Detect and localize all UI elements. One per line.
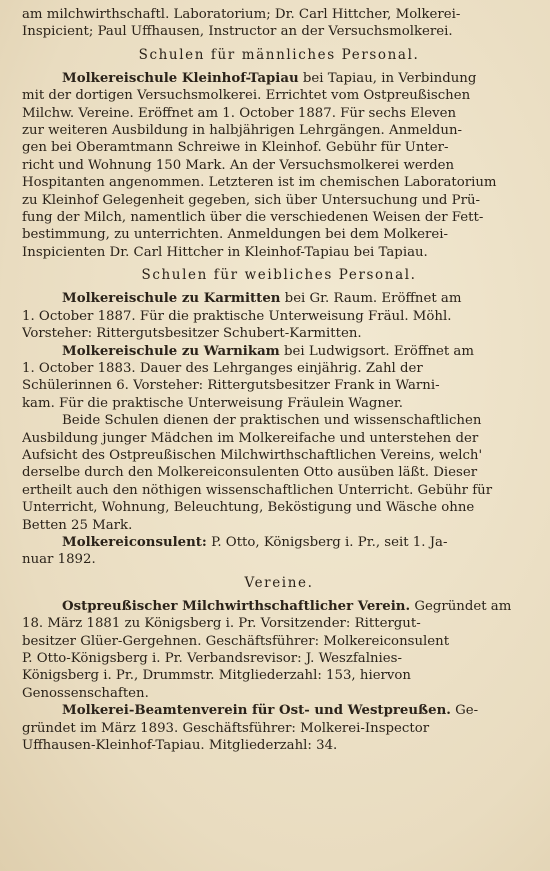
text-line: Ausbildung junger Mädchen im Molkereifache und unterstehen der	[22, 430, 479, 446]
paragraph-warnikam	[22, 343, 536, 413]
text-line: bei Tapiau, in Verbindung	[298, 70, 477, 86]
text-line: bei Ludwigsort. Eröffnet am	[279, 343, 474, 359]
text-line: Aufsicht des Ostpreußischen Milchwirthschaftlichen Vereins, welch'	[22, 447, 483, 463]
section-heading-associations: Vereine.	[244, 574, 314, 591]
text-line: Inspicienten Dr. Carl Hittcher in Kleinhof-Tapiau bei Tapiau.	[22, 244, 428, 260]
text-line: P. Otto, Königsberg i. Pr., seit 1. Ja-	[206, 534, 448, 550]
text-line: Vorsteher: Rittergutsbesitzer Schubert-Karmitten.	[22, 326, 362, 342]
text-line: Schülerinnen 6. Vorsteher: Rittergutsbesitzer Frank in Warni-	[22, 378, 440, 394]
text-line: Genossenschaften.	[22, 685, 149, 701]
text-line: Milchw. Vereine. Eröffnet am 1. October 1887. Für sechs Eleven	[22, 105, 457, 121]
text-line: zu Kleinhof Gelegenheit gegeben, sich über Untersuchung und Prü-	[22, 192, 481, 208]
text-line: Königsberg i. Pr., Drummstr. Mitgliederzahl: 153, hiervon	[22, 668, 411, 684]
paragraph-officials-association	[22, 702, 536, 754]
text-line: am milchwirthschaftl. Laboratorium; Dr. Carl Hittcher, Molkerei-	[22, 7, 461, 22]
text-line: Betten 25 Mark.	[22, 517, 133, 533]
text-line: kam. Für die praktische Unterweisung Fräulein Wagner.	[22, 395, 403, 411]
school-title-warnikam: Molkereischule zu Warnikam	[62, 343, 280, 359]
association-title-east-prussian: Ostpreußischer Milchwirthschaftlicher Verein.	[62, 598, 411, 614]
text-line: gründet im März 1893. Geschäftsführer: Molkerei-Inspector	[22, 720, 430, 736]
text-line: Hospitanten angenommen. Letzteren ist im chemischen Laboratorium	[22, 175, 497, 191]
text-line: nuar 1892.	[22, 552, 96, 568]
text-line: ertheilt auch den nöthigen wissenschaftlichen Unterricht. Gebühr für	[22, 482, 493, 498]
text-line: 1. October 1883. Dauer des Lehrganges einjährig. Zahl der	[22, 360, 423, 376]
text-line: Beide Schulen dienen der praktischen und wissenschaftlichen	[62, 413, 482, 429]
text-line: gen bei Oberamtmann Schreiwe in Kleinhof. Gebühr für Unter-	[22, 140, 449, 156]
text-line: Gegründet am	[410, 598, 512, 614]
section-heading-male-schools: Schulen für männliches Personal.	[138, 46, 420, 63]
consultant-title: Molkereiconsulent:	[62, 534, 207, 550]
text-line: zur weiteren Ausbildung in halbjährigen Lehrgängen. Anmeldun-	[22, 123, 463, 139]
text-line: 18. März 1881 zu Königsberg i. Pr. Vorsitzender: Rittergut-	[22, 616, 421, 632]
text-line: bei Gr. Raum. Eröffnet am	[280, 291, 462, 307]
text-line: Uffhausen-Kleinhof-Tapiau. Mitgliederzahl: 34.	[22, 738, 338, 754]
text-line: mit der dortigen Versuchsmolkerei. Errichtet vom Ostpreußischen	[22, 88, 471, 104]
text-line: 1. October 1887. Für die praktische Unterweisung Fräul. Möhl.	[22, 308, 452, 324]
paragraph-both-schools	[22, 412, 536, 534]
paragraph-kleinhof-tapiau	[22, 70, 536, 261]
text-line: fung der Milch, namentlich über die verschiedenen Weisen der Fett-	[22, 210, 484, 226]
paragraph-staff-continued	[22, 6, 536, 41]
school-title-kleinhof: Molkereischule Kleinhof-Tapiau	[62, 70, 299, 86]
school-title-karmitten: Molkereischule zu Karmitten	[62, 291, 281, 307]
text-line: Unterricht, Wohnung, Beleuchtung, Beköstigung und Wäsche ohne	[22, 500, 475, 516]
text-line: bestimmung, zu unterrichten. Anmeldungen bei dem Molkerei-	[22, 227, 449, 243]
paragraph-karmitten	[22, 290, 536, 342]
text-line: richt und Wohnung 150 Mark. An der Versuchsmolkerei werden	[22, 157, 455, 173]
text-line: Ge-	[450, 703, 479, 719]
paragraph-east-prussian-association	[22, 598, 536, 702]
paragraph-consultant	[22, 534, 536, 569]
text-line: P. Otto-Königsberg i. Pr. Verbandsrevisor: J. Weszfalnies-	[22, 651, 402, 666]
association-title-officials: Molkerei-Beamtenverein für Ost- und Westpreußen.	[62, 703, 451, 719]
text-line: besitzer Glüer-Gergehnen. Geschäftsführer: Molkereiconsulent	[22, 633, 450, 649]
text-line: derselbe durch den Molkereiconsulenten Otto ausüben läßt. Dieser	[22, 465, 478, 481]
section-heading-female-schools: Schulen für weibliches Personal.	[141, 267, 417, 284]
text-line: Inspicient; Paul Uffhausen, Instructor an der Versuchsmolkerei.	[22, 24, 453, 40]
